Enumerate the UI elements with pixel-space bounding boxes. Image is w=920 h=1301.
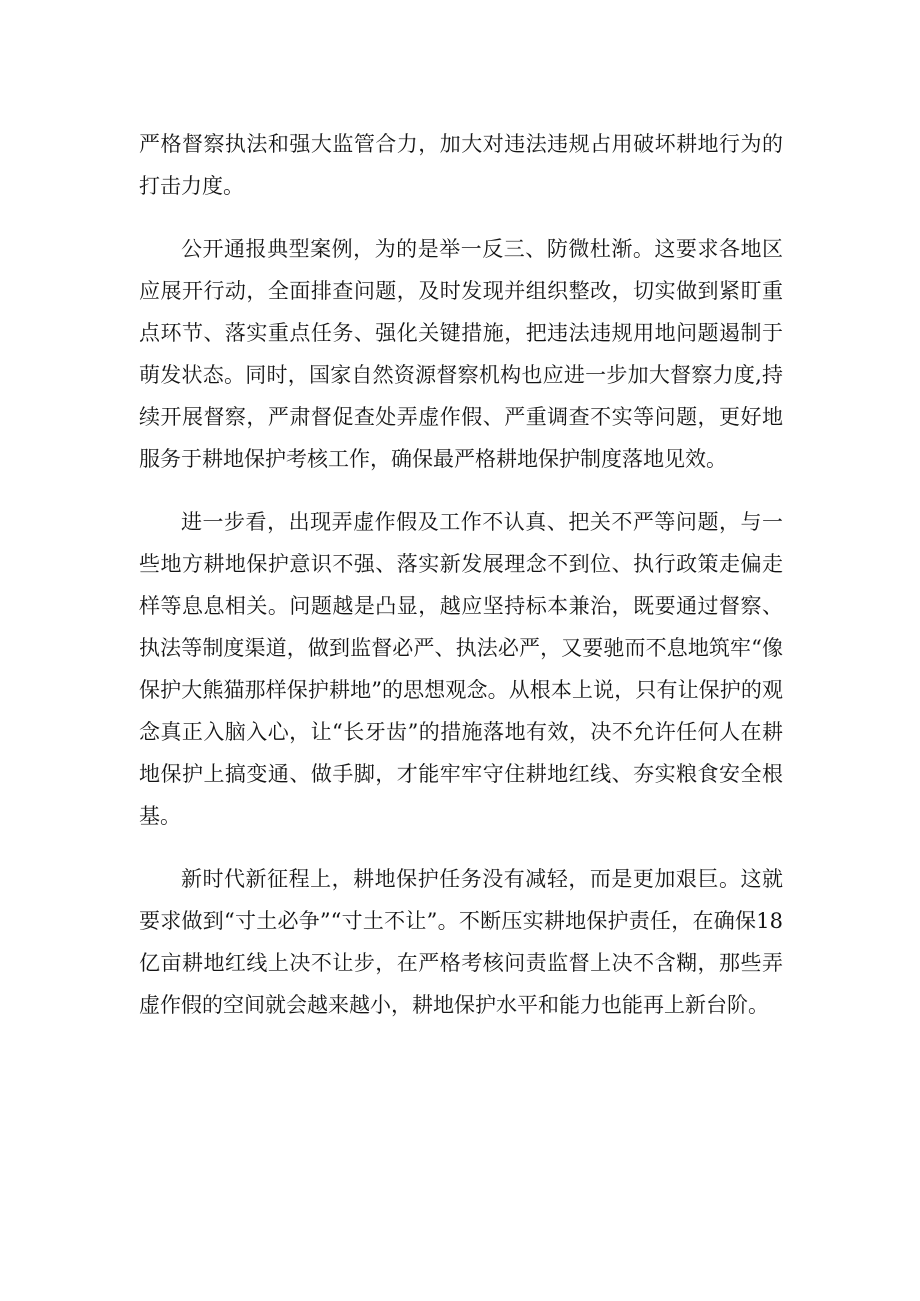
paragraph-1: 严格督察执法和强大监管合力，加大对违法违规占用破坏耕地行为的打击力度。 [139, 132, 783, 198]
document-body [139, 123, 783, 1047]
paragraph-4: 新时代新征程上，耕地保护任务没有减轻，而是更加艰巨。这就要求做到“寸土必争”“寸土不让”。不断压实耕地保护责任，在确保18亿亩耕地红线上决不让步，在严格考核问责监督上决不含糊，那些弄虚作假的空间就会越来越小，耕地保护水平和能力也能再上新台阶。 [139, 867, 783, 1017]
paragraph-2: 公开通报典型案例，为的是举一反三、防微杜渐。这要求各地区应展开行动，全面排查问题，及时发现并组织整改，切实做到紧盯重点环节、落实重点任务、强化关键措施，把违法违规用地问题遏制于萌发状态。同时，国家自然资源督察机构也应进一步加大督察力度,持续开展督察，严肃督促查处弄虚作假、严重调查不实等问题，更好地服务于耕地保护考核工作，确保最严格耕地保护制度落地见效。 [139, 237, 783, 471]
paragraph-3: 进一步看，出现弄虚作假及工作不认真、把关不严等问题，与一些地方耕地保护意识不强、落实新发展理念不到位、执行政策走偏走样等息息相关。问题越是凸显，越应坚持标本兼治，既要通过督察、执法等制度渠道，做到监督必严、执法必严，又要驰而不息地筑牢“像保护大熊猫那样保护耕地”的思想观念。从根本上说，只有让保护的观念真正入脑入心，让“长牙齿”的措施落地有效，决不允许任何人在耕地保护上搞变通、做手脚，才能牢牢守住耕地红线、夯实粮食安全根基。 [139, 510, 783, 828]
